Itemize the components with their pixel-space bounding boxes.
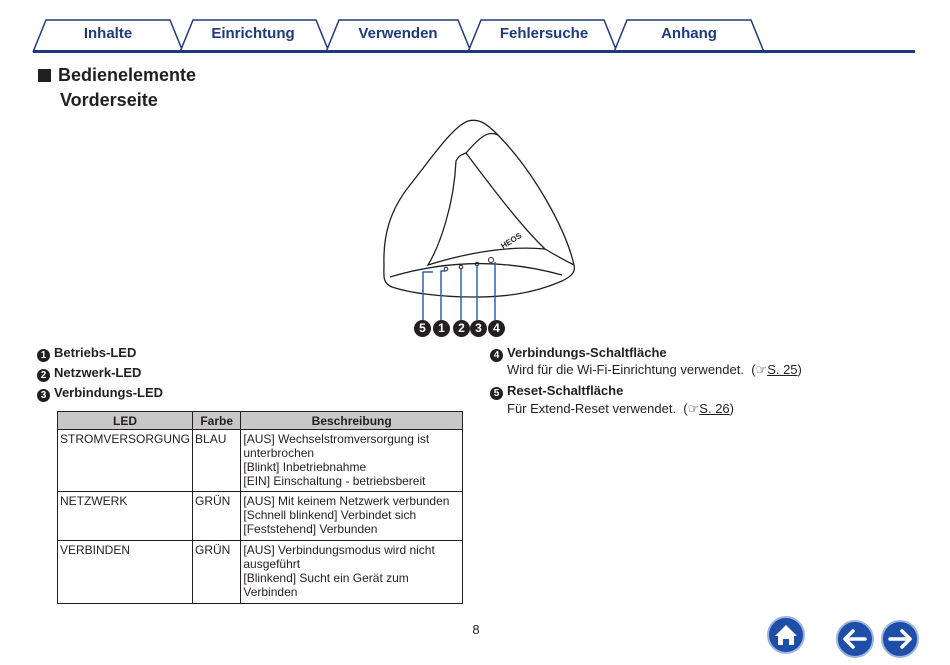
- table-row: [58, 492, 463, 541]
- description-line: [Schnell blinkend] Verbindet sich: [243, 508, 417, 522]
- device-top-edge: [466, 133, 498, 153]
- table-header-row: [58, 412, 463, 430]
- device-illustration: [370, 115, 580, 330]
- description-line: [EIN] Einschaltung - betriebsbereit: [243, 474, 426, 488]
- cell-color: GRÜN: [193, 492, 241, 541]
- forward-button[interactable]: [880, 619, 920, 659]
- cell-color: GRÜN: [193, 541, 241, 604]
- cell-led: STROMVERSORGUNG: [58, 430, 193, 492]
- home-button[interactable]: [766, 615, 806, 655]
- description-text: Wird für die Wi-Fi-Einrichtung verwendet.: [507, 362, 744, 377]
- item-label: Reset-Schaltfläche: [507, 383, 624, 398]
- led-network-icon: [459, 265, 463, 269]
- tab-bar-line: [33, 50, 915, 53]
- list-item-power-led: [37, 345, 136, 362]
- item-label: Verbindungs-LED: [54, 385, 164, 400]
- description-text: Für Extend-Reset verwendet.: [507, 401, 677, 416]
- section-title-text: Bedienelemente: [58, 65, 197, 85]
- table-row: [58, 541, 463, 604]
- page-reference-link[interactable]: S. 25: [767, 362, 798, 377]
- led-table: [57, 411, 463, 604]
- description-line: [AUS] Verbindungsmodus wird nicht: [243, 543, 435, 557]
- description-line: ausgeführt: [243, 557, 301, 571]
- page-reference-link[interactable]: S. 26: [699, 401, 730, 416]
- list-item-connect-led: [37, 385, 163, 402]
- page-number: 8: [472, 622, 480, 637]
- item-label: Verbindungs-Schaltfläche: [507, 345, 667, 360]
- reference-hand-icon: ☞: [687, 401, 700, 416]
- reference-hand-icon: ☞: [755, 362, 768, 377]
- tab-anhang[interactable]: Anhang: [661, 25, 717, 42]
- subsection-title: Vorderseite: [60, 90, 158, 110]
- callout-4: 4: [488, 320, 505, 337]
- heos-logo: HEOS: [499, 231, 524, 251]
- tab-einrichtung[interactable]: Einrichtung: [211, 25, 295, 42]
- number-badge: 3: [37, 389, 50, 402]
- number-badge: 2: [37, 369, 50, 382]
- cell-description: [241, 430, 463, 492]
- number-badge: 5: [490, 387, 503, 400]
- section-title: [38, 64, 196, 86]
- description-line: Verbinden: [243, 585, 298, 599]
- item-label: Netzwerk-LED: [54, 365, 142, 380]
- description-line: [Blinkt] Inbetriebnahme: [243, 460, 367, 474]
- connect-button-description: Wird für die Wi-Fi-Einrichtung verwendet. (☞S. 25): [507, 362, 802, 377]
- description-line: [Feststehend] Verbunden: [243, 522, 378, 536]
- description-line: [AUS] Wechselstromversorgung ist: [243, 432, 430, 446]
- description-line: [AUS] Mit keinem Netzwerk verbunden: [243, 494, 450, 508]
- callout-1: 1: [433, 320, 450, 337]
- cell-description: [241, 541, 463, 604]
- callout-2: 2: [453, 320, 470, 337]
- leader-line-5: [423, 272, 433, 320]
- description-line: unterbrochen: [243, 446, 315, 460]
- callout-3: 3: [470, 320, 487, 337]
- number-badge: 4: [490, 349, 503, 362]
- list-item-reset-button: [490, 383, 623, 400]
- number-badge: 1: [37, 349, 50, 362]
- square-bullet-icon: [38, 69, 51, 82]
- table-row: [58, 430, 463, 492]
- connect-button-icon: [489, 258, 494, 263]
- list-item-connect-button: [490, 345, 667, 362]
- cell-led: NETZWERK: [58, 492, 193, 541]
- list-item-network-led: [37, 365, 141, 382]
- item-label: Betriebs-LED: [54, 345, 137, 360]
- tab-inhalte[interactable]: Inhalte: [83, 25, 133, 42]
- cell-color: BLAU: [193, 430, 241, 492]
- tab-fehlersuche[interactable]: Fehlersuche: [499, 25, 589, 42]
- header-description: Beschreibung: [241, 412, 463, 430]
- back-button[interactable]: [835, 619, 875, 659]
- description-line: [Blinkend] Sucht ein Gerät zum: [243, 571, 409, 585]
- callout-5: 5: [414, 320, 431, 337]
- tab-verwenden[interactable]: Verwenden: [358, 25, 438, 42]
- cell-description: [241, 492, 463, 541]
- cell-led: VERBINDEN: [58, 541, 193, 604]
- reset-button-description: Für Extend-Reset verwendet. (☞S. 26): [507, 401, 734, 416]
- header-led: LED: [58, 412, 193, 430]
- header-color: Farbe: [193, 412, 241, 430]
